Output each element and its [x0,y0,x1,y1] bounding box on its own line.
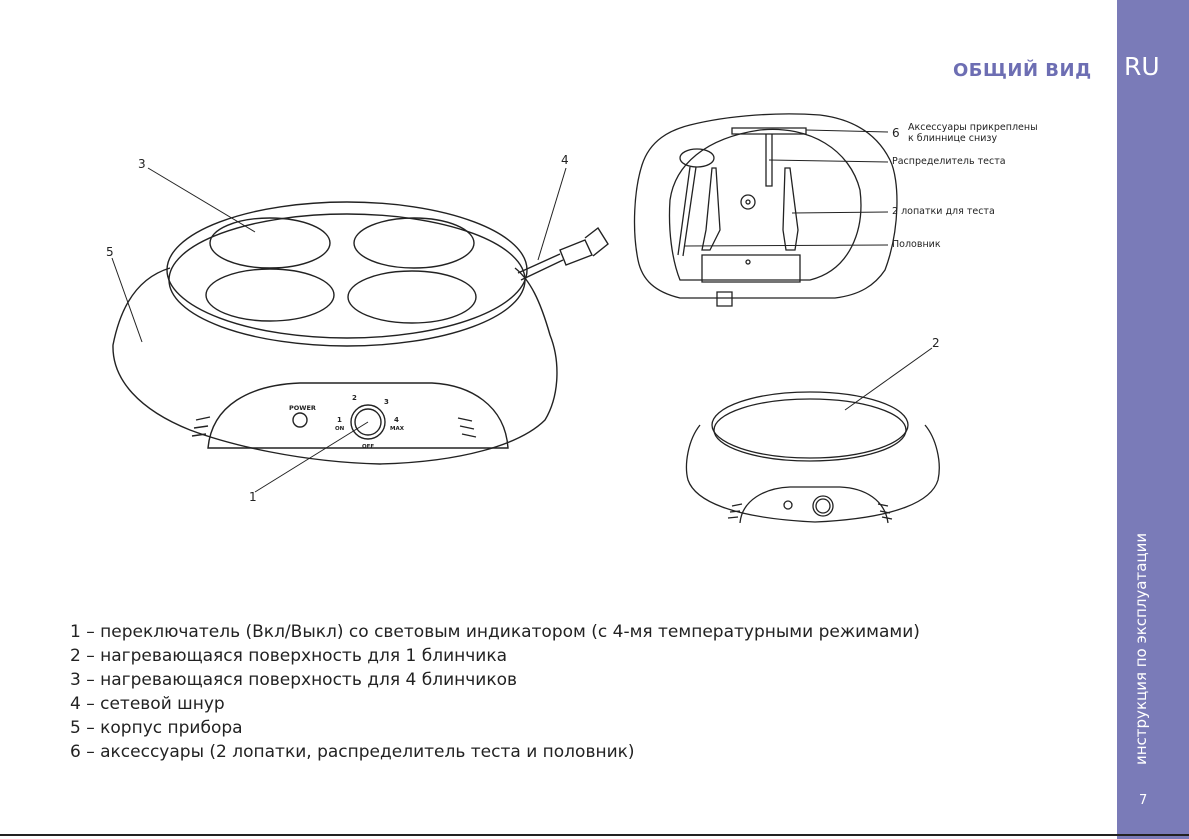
dial-mark-1: 1 [337,416,342,424]
dial-mark-2: 2 [352,394,357,402]
accessories-note-line1: Аксессуары прикреплены [908,122,1038,133]
bottom-rule [0,834,1189,836]
accessories-note [908,122,1038,144]
spreader-label: Распределитель теста [892,156,1006,167]
callout-4: 4 [561,153,569,167]
callout-5: 5 [106,245,114,259]
ladle-label: Половник [892,239,941,250]
sidebar-band [1117,0,1189,839]
legend-item: 4 – сетевой шнур [70,694,225,714]
callout-6: 6 [892,126,900,140]
callout-2: 2 [932,336,940,350]
spatulas-label: 2 лопатки для теста [892,206,995,217]
callout-1: 1 [249,490,257,504]
page-number: 7 [1139,793,1148,808]
dial-mark-3: 3 [384,398,389,406]
legend-list [70,620,920,764]
dial-mark-on: ON [335,426,345,432]
callout-3: 3 [138,157,146,171]
section-title: ОБЩИЙ ВИД [953,60,1092,81]
legend-item: 3 – нагревающаяся поверхность для 4 блинчиков [70,670,518,690]
legend-item: 1 – переключатель (Вкл/Выкл) со световым индикатором (с 4-мя температурными режимами) [70,622,920,642]
language-code: RU [1124,52,1160,81]
dial-mark-4: 4 [394,416,399,424]
power-label: POWER [289,404,316,412]
legend-item: 2 – нагревающаяся поверхность для 1 блинчика [70,646,508,666]
legend-item: 6 – аксессуары (2 лопатки, распределитель теста и половник) [70,742,635,762]
dial-mark-off: OFF [362,444,375,450]
accessories-note-line2: к блиннице снизу [908,133,998,144]
sidebar-vertical-text: инструкция по эксплуатации [1132,532,1150,765]
legend-item: 5 – корпус прибора [70,718,243,738]
single-pancake-maker-illustration [670,330,960,530]
dial-mark-max: MAX [390,426,404,432]
